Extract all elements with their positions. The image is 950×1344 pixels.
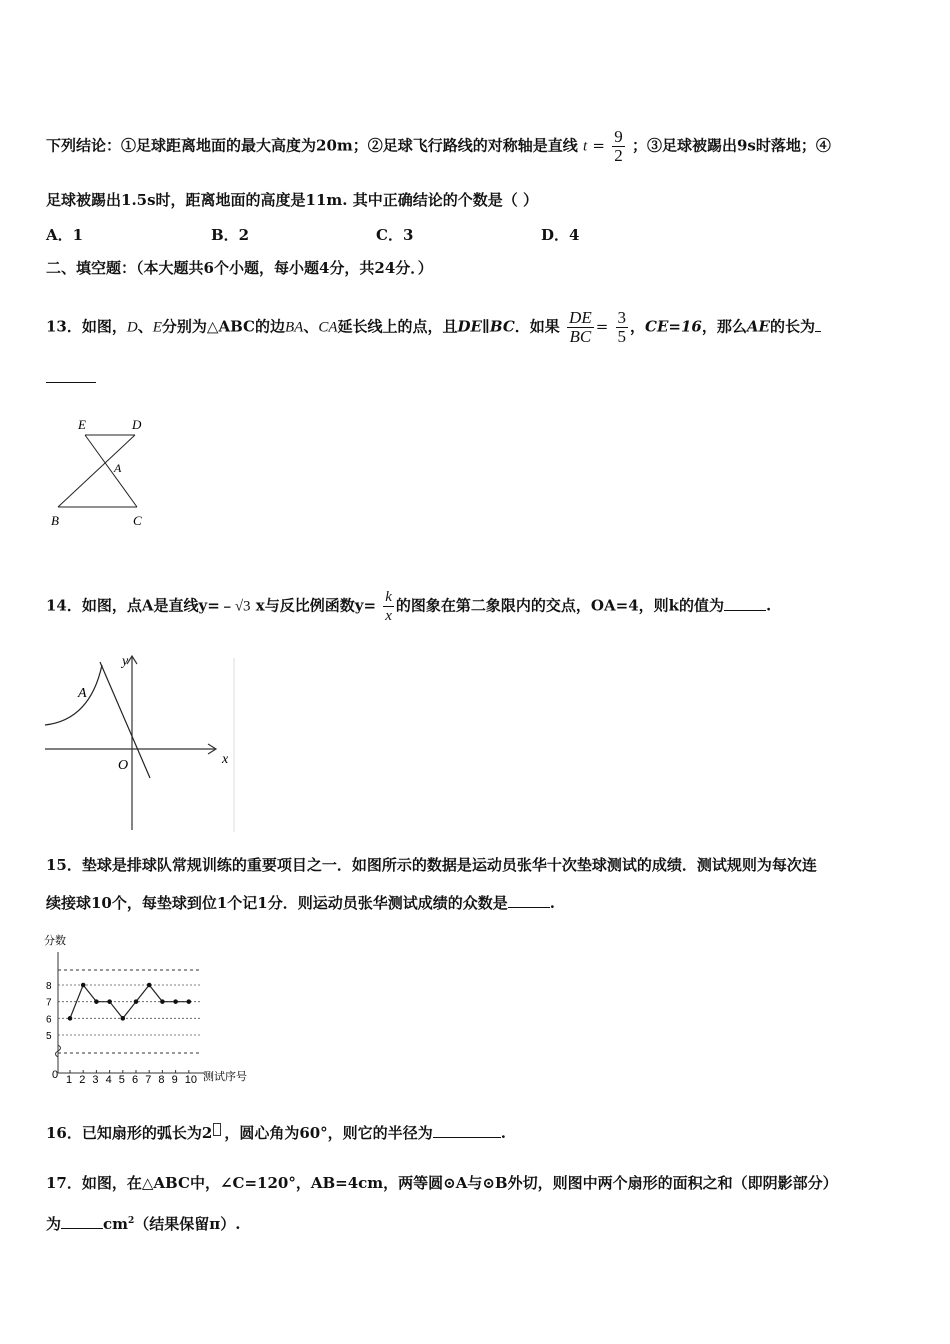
fraction-k-x: $\frac{k}{x}$	[385, 589, 392, 624]
sqrt-3: √3	[234, 598, 251, 615]
data-point	[94, 999, 99, 1004]
data-point	[187, 999, 192, 1004]
option-d: D．4	[541, 226, 580, 244]
q14-graph-figure	[40, 650, 240, 835]
data-point	[81, 983, 86, 988]
q12-line1: 下列结论：①足球距离地面的最大高度为20m；②足球飞行路线的对称轴是直线 t = $\frac{9}{2}$ ；③足球被踢出9s时落地；④	[46, 127, 831, 165]
x-tick-label: 7	[145, 1074, 152, 1086]
q15-line1: 15．垫球是排球队常规训练的重要项目之一．如图所示的数据是运动员张华十次垫球测试的成绩．测试规则为每次连	[46, 856, 817, 874]
data-point	[68, 1016, 73, 1021]
label-b: B	[51, 513, 59, 528]
x-tick-label: 6	[132, 1074, 139, 1086]
option-c: C．3	[376, 226, 414, 244]
label-x-axis: x	[222, 752, 229, 767]
y-tick-label: 7	[46, 997, 52, 1009]
y-tick-label: 6	[46, 1014, 52, 1026]
section-title: 二、填空题：（本大题共6个小题，每小题4分，共24分．）	[46, 259, 433, 277]
chart-origin-label: 0	[52, 1069, 59, 1081]
chart-ylabel: 分数	[44, 935, 66, 947]
x-tick-label: 4	[105, 1074, 112, 1086]
q12-line2: 足球被踢出1.5s时，距离地面的高度是11m. 其中正确结论的个数是（ ）	[46, 191, 538, 209]
label-d: D	[132, 417, 142, 432]
q16-answer-blank	[433, 1123, 501, 1138]
x-tick-label: 1	[66, 1074, 73, 1086]
x-tick-label: 8	[158, 1074, 165, 1086]
option-a: A．1	[46, 226, 84, 244]
q15-answer-blank	[508, 893, 550, 908]
score-line-chart	[40, 930, 265, 1090]
t-variable: t	[582, 138, 588, 155]
data-point	[173, 999, 178, 1004]
q14-line1: 14．如图，点A是直线y=﹣√3 x与反比例函数y= $\frac{k}{x}$ 的图象在第二象限内的交点，OA=4，则k的值为 .	[46, 589, 772, 624]
data-point	[147, 983, 152, 988]
label-c: C	[133, 513, 142, 528]
label-a: A	[114, 461, 122, 475]
data-point	[160, 999, 165, 1004]
data-point	[107, 999, 112, 1004]
x-tick-label: 5	[118, 1074, 125, 1086]
x-tick-label: 3	[92, 1074, 99, 1086]
chart-xlabel: 测试序号	[203, 1071, 247, 1083]
q13-line1: 13．如图，D、E分别为△ABC的边BA、CA延长线上的点，且DE∥BC．如果 $\frac{DE}{BC}$ = $\frac{3}{5}$ ，CE=16，那么AE的长为	[46, 309, 821, 346]
label-e: E	[78, 417, 86, 432]
q15-line2: 续接球10个，每垫球到位1个记1分．则运动员张华测试成绩的众数是 .	[46, 894, 555, 912]
q14-answer-blank	[724, 596, 766, 611]
q13-answer-blank-start	[815, 317, 821, 332]
fraction-3-5: $\frac{3}{5}$	[617, 308, 627, 346]
q17-line1: 17．如图，在△ABC中，∠C=120°，AB=4cm，两等圆⊙A与⊙B外切，则图中两个扇形的面积之和（即阴影部分）	[46, 1174, 838, 1192]
x-tick-label: 2	[79, 1074, 86, 1086]
missing-glyph-icon	[213, 1123, 221, 1136]
y-tick-label: 8	[46, 981, 52, 992]
label-origin: O	[118, 758, 129, 773]
q17-answer-blank	[61, 1214, 103, 1229]
q13-triangle-figure	[40, 412, 160, 537]
fraction-de-bc: $\frac{DE}{BC}$	[569, 308, 592, 346]
x-tick-label: 10	[184, 1074, 198, 1086]
q16-line: 16．已知扇形的弧长为2 ，圆心角为60°，则它的半径为 .	[46, 1124, 506, 1142]
y-tick-label: 5	[46, 1031, 52, 1042]
option-b: B．2	[211, 226, 250, 244]
label-a-point: A	[78, 686, 87, 701]
data-point	[121, 1016, 126, 1021]
x-tick-label: 9	[171, 1074, 178, 1086]
label-y-axis: y	[122, 654, 129, 669]
data-point	[134, 999, 139, 1004]
q17-line2: 为 $cm^2$（结果保留π）.	[46, 1215, 241, 1233]
q13-answer-blank	[46, 382, 96, 383]
fraction-9-2: $\frac{9}{2}$	[614, 127, 623, 165]
